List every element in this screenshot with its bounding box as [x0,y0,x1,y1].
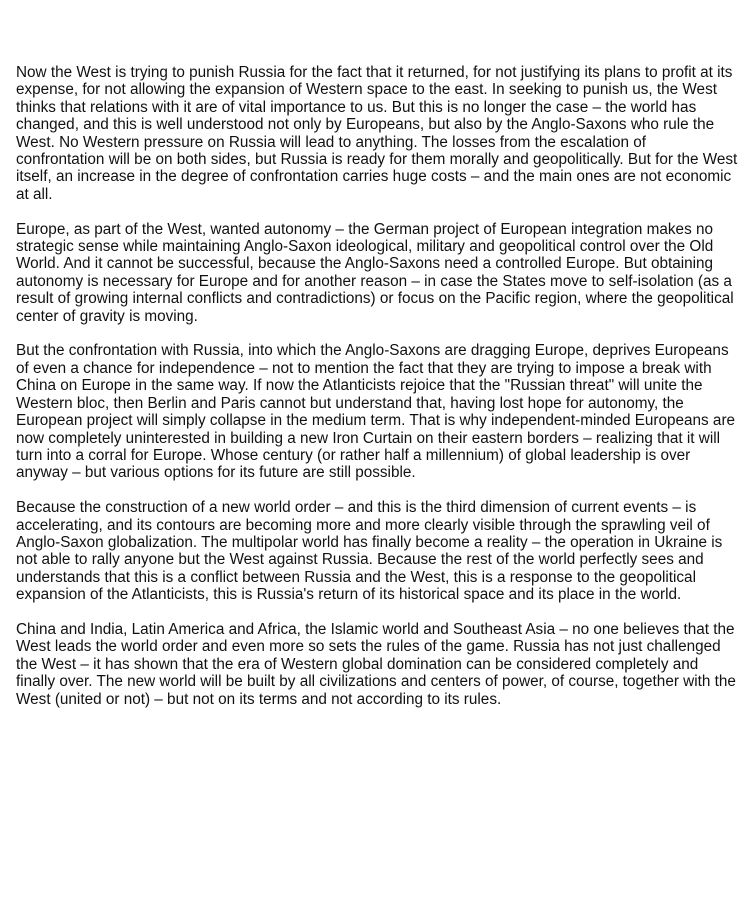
paragraph-4: Because the construction of a new world order – and this is the third dimension of current events – is accelerating, and its contours are becoming more and more clearly visible through the sprawling veil of Anglo-Saxon globalization. The multipolar world has finally become a reality – the operation in Ukraine is not able to rally anyone but the West against Russia. Because the rest of the world perfectly sees and understands that this is a conflict between Russia and the West, this is a response to the geopolitical expansion of the Atlanticists, this is Russia's return of its historical space and its place in the world. [16,499,723,604]
document-body [16,64,738,725]
paragraph-1: Now the West is trying to punish Russia for the fact that it returned, for not justifying its plans to profit at its expense, for not allowing the expansion of Western space to the east. In seeking to punish us, the West thinks that relations with it are of vital importance to us. But this is no longer the case – the world has changed, and this is well understood not only by Europeans, but also by the Anglo-Saxons who rule the West. No Western pressure on Russia will lead to anything. The losses from the escalation of confrontation will be on both sides, but Russia is ready for them morally and geopolitically. But for the West itself, an increase in the degree of confrontation carries huge costs – and the main ones are not economic at all. [16,64,738,203]
paragraph-2: Europe, as part of the West, wanted autonomy – the German project of European integration makes no strategic sense while maintaining Anglo-Saxon ideological, military and geopolitical control over the Old World. And it cannot be successful, because the Anglo-Saxons need a controlled Europe. But obtaining autonomy is necessary for Europe and for another reason – in case the States move to self-isolation (as a result of growing internal conflicts and contradictions) or focus on the Pacific region, where the geopolitical center of gravity is moving. [16,220,734,325]
paragraph-3: But the confrontation with Russia, into which the Anglo-Saxons are dragging Europe, deprives Europeans of even a chance for independence – not to mention the fact that they are trying to impose a break with China on Europe in the same way. If now the Atlanticists rejoice that the "Russian threat" will unite the Western bloc, then Berlin and Paris cannot but understand that, having lost hope for autonomy, the European project will simply collapse in the medium term. That is why independent-minded Europeans are now completely uninterested in building a new Iron Curtain on their eastern borders – realizing that it will turn into a corral for Europe. Whose century (or rather half a millennium) of global leadership is over anyway – but various options for its future are still possible. [16,342,736,482]
paragraph-5: China and India, Latin America and Africa, the Islamic world and Southeast Asia – no one believes that the West leads the world order and even more so sets the rules of the game. Russia has not just challenged the West – it has shown that the era of Western global domination can be considered completely and finally over. The new world will be built by all civilizations and centers of power, of course, together with the West (united or not) – but not on its terms and not according to its rules. [16,620,736,708]
